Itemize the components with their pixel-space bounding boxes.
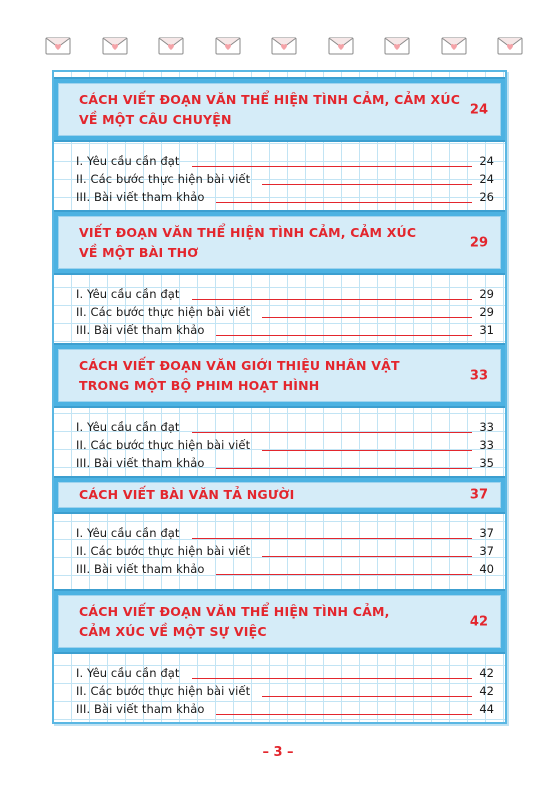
section-header-panel: [58, 595, 501, 648]
section-page-number: 42: [469, 614, 488, 629]
section-title-line: VỀ MỘT BÀI THƠ: [79, 244, 199, 260]
section-title: [79, 602, 419, 642]
toc-entry[interactable]: [76, 170, 494, 187]
section-title-line: CÁCH VIẾT BÀI VĂN TẢ NGƯỜI: [79, 487, 295, 502]
toc-entry[interactable]: [76, 436, 494, 453]
toc-entry[interactable]: [76, 682, 494, 699]
toc-entry[interactable]: [76, 418, 494, 435]
toc-entry-page: 33: [479, 420, 494, 434]
envelope-heart-icon: [158, 37, 184, 55]
toc-entry-page: 24: [479, 154, 494, 168]
section-header[interactable]: [54, 476, 505, 514]
toc-entry-page: 44: [479, 702, 494, 716]
toc-entry[interactable]: [76, 664, 494, 681]
toc-leader-line: [262, 317, 472, 318]
envelope-heart-icon: [215, 37, 241, 55]
envelope-heart-icon: [441, 37, 467, 55]
toc-entry-label: III. Bài viết tham khảo: [76, 456, 205, 470]
toc-entry[interactable]: [76, 524, 494, 541]
section-title-line: CÁCH VIẾT ĐOẠN VĂN THỂ HIỆN TÌNH CẢM,: [79, 603, 390, 619]
section-header-panel: [58, 216, 501, 269]
toc-leader-line: [262, 450, 472, 451]
toc-entry-page: 42: [479, 684, 494, 698]
section-header[interactable]: [54, 77, 505, 142]
section-title-line: CÁCH VIẾT ĐOẠN VĂN GIỚI THIỆU NHÂN VẬT: [79, 357, 400, 373]
toc-entry-label: II. Các bước thực hiện bài viết: [76, 684, 251, 698]
toc-entry-label: I. Yêu cầu cần đạt: [76, 287, 180, 301]
section-title-line: CẢM XÚC VỀ MỘT SỰ VIỆC: [79, 623, 267, 639]
section-page-number: 29: [469, 235, 488, 250]
section-title-line: VIẾT ĐOẠN VĂN THỂ HIỆN TÌNH CẢM, CẢM XÚC: [79, 224, 417, 240]
toc-leader-line: [216, 468, 472, 469]
envelope-heart-icon: [45, 37, 71, 55]
toc-entry-label: II. Các bước thực hiện bài viết: [76, 438, 251, 452]
toc-entry-page: 37: [479, 544, 494, 558]
toc-entry[interactable]: [76, 454, 494, 471]
section-page-number: 33: [469, 368, 488, 383]
page-number-footer: – 3 –: [262, 745, 294, 760]
section-header-panel: [58, 482, 501, 508]
section-title: [79, 485, 419, 505]
section-title: [79, 223, 419, 263]
toc-entry[interactable]: [76, 152, 494, 169]
toc-entry-page: 37: [479, 526, 494, 540]
section-title: [79, 356, 419, 396]
section-header[interactable]: [54, 210, 505, 275]
toc-leader-line: [262, 696, 472, 697]
toc-entry-label: I. Yêu cầu cần đạt: [76, 420, 180, 434]
toc-entry-page: 42: [479, 666, 494, 680]
toc-entry[interactable]: [76, 303, 494, 320]
envelope-heart-icon: [271, 37, 297, 55]
toc-entry[interactable]: [76, 285, 494, 302]
toc-entry-page: 33: [479, 438, 494, 452]
toc-leader-line: [192, 299, 472, 300]
toc-entry-page: 40: [479, 562, 494, 576]
toc-leader-line: [216, 574, 472, 575]
section-title: [79, 90, 461, 130]
toc-entry-label: III. Bài viết tham khảo: [76, 562, 205, 576]
envelope-heart-icon: [384, 37, 410, 55]
toc-leader-line: [216, 335, 472, 336]
envelope-heart-icon: [497, 37, 523, 55]
section-title-line: CÁCH VIẾT ĐOẠN VĂN THỂ HIỆN TÌNH CẢM, CẢM XÚC: [79, 91, 461, 107]
toc-leader-line: [192, 432, 472, 433]
toc-entry[interactable]: [76, 188, 494, 205]
toc-entry-page: 31: [479, 323, 494, 337]
section-header[interactable]: [54, 343, 505, 408]
toc-entry-label: III. Bài viết tham khảo: [76, 323, 205, 337]
section-header-panel: [58, 349, 501, 402]
toc-entry-label: III. Bài viết tham khảo: [76, 190, 205, 204]
section-page-number: 37: [469, 487, 488, 503]
toc-leader-line: [262, 184, 472, 185]
toc-leader-line: [216, 714, 472, 715]
toc-entry-page: 29: [479, 305, 494, 319]
toc-entry-label: I. Yêu cầu cần đạt: [76, 154, 180, 168]
toc-leader-line: [192, 678, 472, 679]
toc-entry-page: 26: [479, 190, 494, 204]
toc-entry-label: II. Các bước thực hiện bài viết: [76, 544, 251, 558]
toc-entry-label: III. Bài viết tham khảo: [76, 702, 205, 716]
envelope-decoration-row: [0, 37, 556, 59]
toc-entry-label: I. Yêu cầu cần đạt: [76, 666, 180, 680]
section-title-line: TRONG MỘT BỘ PHIM HOẠT HÌNH: [79, 377, 320, 393]
toc-leader-line: [216, 202, 472, 203]
toc-entry-page: 24: [479, 172, 494, 186]
toc-entry-label: II. Các bước thực hiện bài viết: [76, 172, 251, 186]
toc-entry-page: 35: [479, 456, 494, 470]
section-title-line: VỀ MỘT CÂU CHUYỆN: [79, 111, 232, 127]
toc-entry[interactable]: [76, 560, 494, 577]
table-of-contents: [52, 70, 507, 724]
toc-leader-line: [192, 166, 472, 167]
toc-entry-label: I. Yêu cầu cần đạt: [76, 526, 180, 540]
envelope-heart-icon: [328, 37, 354, 55]
section-header-panel: [58, 83, 501, 136]
section-header[interactable]: [54, 589, 505, 654]
toc-entry[interactable]: [76, 542, 494, 559]
envelope-heart-icon: [102, 37, 128, 55]
toc-entry[interactable]: [76, 321, 494, 338]
toc-entry-label: II. Các bước thực hiện bài viết: [76, 305, 251, 319]
toc-leader-line: [262, 556, 472, 557]
section-page-number: 24: [469, 102, 488, 117]
toc-leader-line: [192, 538, 472, 539]
toc-entry[interactable]: [76, 700, 494, 717]
toc-entry-page: 29: [479, 287, 494, 301]
